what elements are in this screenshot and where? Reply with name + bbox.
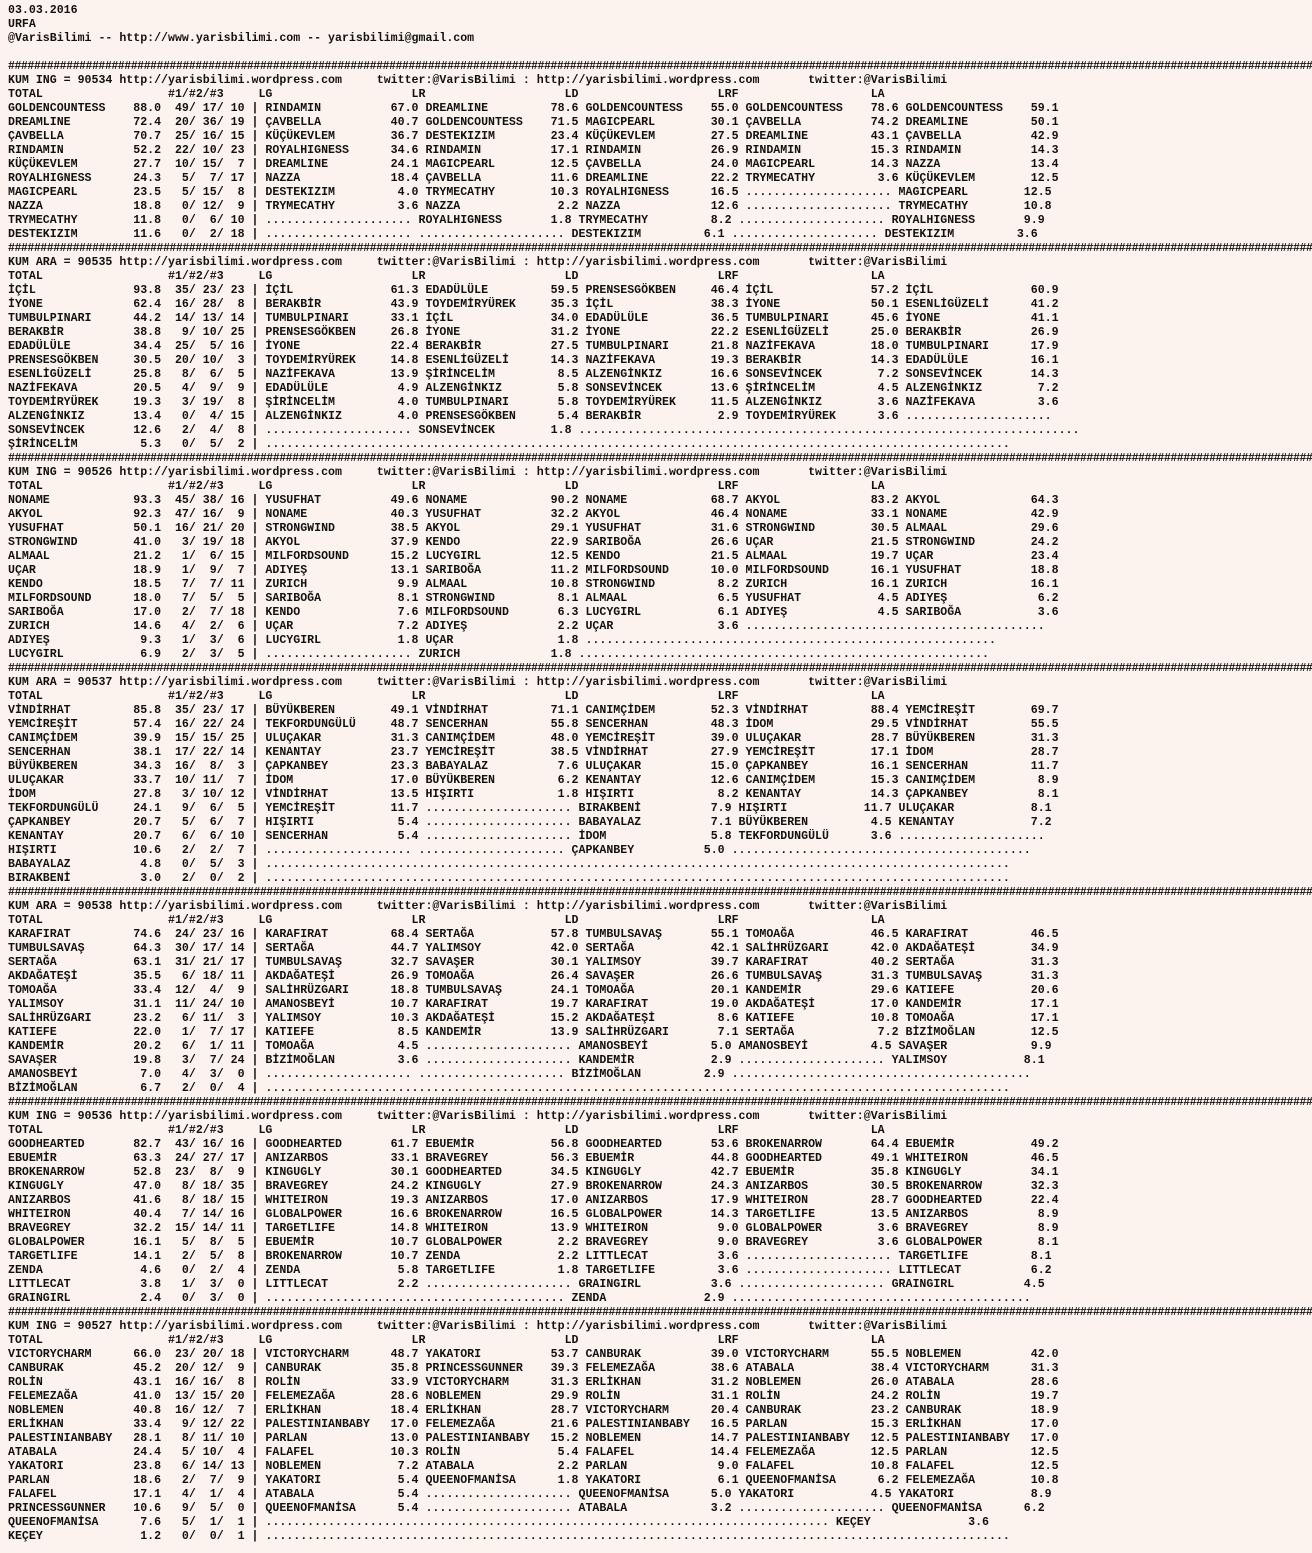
- race-block: [8, 886, 1312, 1096]
- table-row: NAZZA 18.8 0/ 12/ 9 | TRYMECATHY 3.6 NAZZA 2.2 NAZZA 12.6 ..................... TRYMECATHY 10.8: [8, 200, 1052, 213]
- table-row: ZENDA 4.6 0/ 2/ 4 | ZENDA 5.8 TARGETLIFE 1.8 TARGETLIFE 3.6 ..................... LITTLECAT 6.2: [8, 1264, 1052, 1277]
- column-headers: TOTAL #1/#2/#3 LG LR LD LRF LA: [8, 88, 885, 101]
- column-headers: TOTAL #1/#2/#3 LG LR LD LRF LA: [8, 1334, 885, 1347]
- column-headers: TOTAL #1/#2/#3 LG LR LD LRF LA: [8, 1124, 885, 1137]
- table-row: ÇAVBELLA 70.7 25/ 16/ 15 | KÜÇÜKEVLEM 36.7 DESTEKIZIM 23.4 KÜÇÜKEVLEM 27.5 DREAMLINE 43.1 ÇAVBELLA 42.9: [8, 130, 1059, 143]
- table-row: LITTLECAT 3.8 1/ 3/ 0 | LITTLECAT 2.2 ..................... GRAINGIRL 3.6 ..................... GRAINGIRL 4.5: [8, 1278, 1045, 1291]
- race-header: KUM ING = 90527 http://yarisbilimi.wordpress.com twitter:@VarisBilimi : http://yarisbilimi.wordpress.com twitter:@VarisBilimi: [8, 1320, 948, 1333]
- table-row: PALESTINIANBABY 28.1 8/ 11/ 10 | PARLAN 13.0 PALESTINIANBABY 15.2 NOBLEMEN 14.7 PALESTINIANBABY 12.5 PALESTINIANBABY 17.0: [8, 1432, 1059, 1445]
- table-row: İDOM 27.8 3/ 10/ 12 | VİNDİRHAT 13.5 HIŞIRTI 1.8 HIŞIRTI 8.2 KENANTAY 14.3 ÇAPKANBEY 8.1: [8, 788, 1059, 801]
- table-row: KARAFIRAT 74.6 24/ 23/ 16 | KARAFIRAT 68.4 SERTAĞA 57.8 TUMBULSAVAŞ 55.1 TOMOAĞA 46.5 KARAFIRAT 46.5: [8, 928, 1059, 941]
- table-row: YEMCİREŞİT 57.4 16/ 22/ 24 | TEKFORDUNGÜLÜ 48.7 SENCERHAN 55.8 SENCERHAN 48.3 İDOM 29.5 VİNDİRHAT 55.5: [8, 718, 1059, 731]
- table-row: KATIEFE 22.0 1/ 7/ 17 | KATIEFE 8.5 KANDEMİR 13.9 SALİHRÜZGARI 7.1 SERTAĞA 7.2 BİZİMOĞLAN 12.5: [8, 1026, 1059, 1039]
- table-row: VİNDİRHAT 85.8 35/ 23/ 17 | BÜYÜKBEREN 49.1 VİNDİRHAT 71.1 CANIMÇİDEM 52.3 VİNDİRHAT 88.4 YEMCİREŞİT 69.7: [8, 704, 1059, 717]
- race-block: [8, 452, 1312, 662]
- column-headers: TOTAL #1/#2/#3 LG LR LD LRF LA: [8, 690, 885, 703]
- table-row: ADIYEŞ 9.3 1/ 3/ 6 | LUCYGIRL 1.8 UÇAR 1.8 ...........................................................: [8, 634, 996, 647]
- table-row: PARLAN 18.6 2/ 7/ 9 | YAKATORI 5.4 QUEENOFMANİSA 1.8 YAKATORI 6.1 QUEENOFMANİSA 6.2 FELEMEZAĞA 10.8: [8, 1474, 1059, 1487]
- table-row: NAZİFEKAVA 20.5 4/ 9/ 9 | EDADÜLÜLE 4.9 ALZENGİNKIZ 5.8 SONSEVİNCEK 13.6 ŞİRİNCELİM 4.5 ALZENGİNKIZ 7.2: [8, 382, 1059, 395]
- table-row: DESTEKIZIM 11.6 0/ 2/ 18 | ..................... ..................... DESTEKIZIM 6.1 ..................... DESTEKIZIM 3.6: [8, 228, 1038, 241]
- section-separator: ##########################################################################################################################################################################################################: [8, 452, 1312, 465]
- race-header: KUM ING = 90534 http://yarisbilimi.wordpress.com twitter:@VarisBilimi : http://yarisbilimi.wordpress.com twitter:@VarisBilimi: [8, 74, 948, 87]
- table-row: QUEENOFMANİSA 7.6 5/ 1/ 1 | ................................................................................. KEÇEY 3.6: [8, 1516, 989, 1529]
- race-list: [8, 60, 1312, 1544]
- race-header: KUM ARA = 90538 http://yarisbilimi.wordpress.com twitter:@VarisBilimi : http://yarisbilimi.wordpress.com twitter:@VarisBilimi: [8, 900, 948, 913]
- table-row: ÇAPKANBEY 20.7 5/ 6/ 7 | HIŞIRTI 5.4 ..................... BABAYALAZ 7.1 BÜYÜKBEREN 4.5 KENANTAY 7.2: [8, 816, 1052, 829]
- table-row: YUSUFHAT 50.1 16/ 21/ 20 | STRONGWIND 38.5 AKYOL 29.1 YUSUFHAT 31.6 STRONGWIND 30.5 ALMAAL 29.6: [8, 522, 1059, 535]
- table-row: SALİHRÜZGARI 23.2 6/ 11/ 3 | YALIMSOY 10.3 AKDAĞATEŞİ 15.2 AKDAĞATEŞİ 8.6 KATIEFE 10.8 TOMOAĞA 17.1: [8, 1012, 1059, 1025]
- table-row: KINGUGLY 47.0 8/ 18/ 35 | BRAVEGREY 24.2 KINGUGLY 27.9 BROKENARROW 24.3 ANIZARBOS 30.5 BROKENARROW 32.3: [8, 1180, 1059, 1193]
- table-row: BÜYÜKBEREN 34.3 16/ 8/ 3 | ÇAPKANBEY 23.3 BABAYALAZ 7.6 ULUÇAKAR 15.0 ÇAPKANBEY 16.1 SENCERHAN 11.7: [8, 760, 1059, 773]
- table-row: TOMOAĞA 33.4 12/ 4/ 9 | SALİHRÜZGARI 18.8 TUMBULSAVAŞ 24.1 TOMOAĞA 20.1 KANDEMİR 29.6 KATIEFE 20.6: [8, 984, 1059, 997]
- table-row: MILFORDSOUND 18.0 7/ 5/ 5 | SARIBOĞA 8.1 STRONGWIND 8.1 ALMAAL 6.5 YUSUFHAT 4.5 ADIYEŞ 6.2: [8, 592, 1059, 605]
- race-block: [8, 1306, 1312, 1544]
- table-row: TARGETLIFE 14.1 2/ 5/ 8 | BROKENARROW 10.7 ZENDA 2.2 LITTLECAT 3.6 ..................... TARGETLIFE 8.1: [8, 1250, 1052, 1263]
- table-row: BROKENARROW 52.8 23/ 8/ 9 | KINGUGLY 30.1 GOODHEARTED 34.5 KINGUGLY 42.7 EBUEMİR 35.8 KINGUGLY 34.1: [8, 1166, 1059, 1179]
- table-row: KANDEMİR 20.2 6/ 1/ 11 | TOMOAĞA 4.5 ..................... AMANOSBEYİ 5.0 AMANOSBEYİ 4.5 SAVAŞER 9.9: [8, 1040, 1052, 1053]
- table-row: TOYDEMİRYÜREK 19.3 3/ 19/ 8 | ŞİRİNCELİM 4.0 TUMBULPINARI 5.8 TOYDEMİRYÜREK 11.5 ALZENGİNKIZ 3.6 NAZİFEKAVA 3.6: [8, 396, 1059, 409]
- table-row: ZURICH 14.6 4/ 2/ 6 | UÇAR 7.2 ADIYEŞ 2.2 UÇAR 3.6 ...........................................: [8, 620, 1045, 633]
- table-row: İYONE 62.4 16/ 28/ 8 | BERAKBİR 43.9 TOYDEMİRYÜREK 35.3 İÇİL 38.3 İYONE 50.1 ESENLİGÜZELİ 41.2: [8, 298, 1059, 311]
- section-separator: ##########################################################################################################################################################################################################: [8, 242, 1312, 255]
- table-row: BİZİMOĞLAN 6.7 2/ 0/ 4 | ...........................................................................................................: [8, 1082, 1010, 1095]
- section-separator: ##########################################################################################################################################################################################################: [8, 60, 1312, 73]
- column-headers: TOTAL #1/#2/#3 LG LR LD LRF LA: [8, 480, 885, 493]
- table-row: ROLİN 43.1 16/ 16/ 8 | ROLİN 33.9 VICTORYCHARM 31.3 ERLİKHAN 31.2 NOBLEMEN 26.0 ATABALA 28.6: [8, 1376, 1059, 1389]
- table-row: RINDAMIN 52.2 22/ 10/ 23 | ROYALHIGNESS 34.6 RINDAMIN 17.1 RINDAMIN 26.9 RINDAMIN 15.3 RINDAMIN 14.3: [8, 144, 1059, 157]
- race-header: KUM ARA = 90537 http://yarisbilimi.wordpress.com twitter:@VarisBilimi : http://yarisbilimi.wordpress.com twitter:@VarisBilimi: [8, 676, 948, 689]
- table-row: STRONGWIND 41.0 3/ 19/ 18 | AKYOL 37.9 KENDO 22.9 SARIBOĞA 26.6 UÇAR 21.5 STRONGWIND 24.2: [8, 536, 1059, 549]
- table-row: KENDO 18.5 7/ 7/ 11 | ZURICH 9.9 ALMAAL 10.8 STRONGWIND 8.2 ZURICH 16.1 ZURICH 16.1: [8, 578, 1059, 591]
- table-row: TEKFORDUNGÜLÜ 24.1 9/ 6/ 5 | YEMCİREŞİT 11.7 ..................... BIRAKBENİ 7.9 HIŞIRTI 11.7 ULUÇAKAR 8.1: [8, 802, 1052, 815]
- table-row: WHITEIRON 40.4 7/ 14/ 16 | GLOBALPOWER 16.6 BROKENARROW 16.5 GLOBALPOWER 14.3 TARGETLIFE 13.5 ANIZARBOS 8.9: [8, 1208, 1059, 1221]
- table-row: EBUEMİR 63.3 24/ 27/ 17 | ANIZARBOS 33.1 BRAVEGREY 56.3 EBUEMİR 44.8 GOODHEARTED 49.1 WHITEIRON 46.5: [8, 1152, 1059, 1165]
- table-row: YAKATORI 23.8 6/ 14/ 13 | NOBLEMEN 7.2 ATABALA 2.2 PARLAN 9.0 FALAFEL 10.8 FALAFEL 12.5: [8, 1460, 1059, 1473]
- table-row: SENCERHAN 38.1 17/ 22/ 14 | KENANTAY 23.7 YEMCİREŞİT 38.5 VİNDİRHAT 27.9 YEMCİREŞİT 17.1 İDOM 28.7: [8, 746, 1059, 759]
- table-row: ERLİKHAN 33.4 9/ 12/ 22 | PALESTINIANBABY 17.0 FELEMEZAĞA 21.6 PALESTINIANBABY 16.5 PARLAN 15.3 ERLİKHAN 17.0: [8, 1418, 1059, 1431]
- table-row: AKDAĞATEŞİ 35.5 6/ 18/ 11 | AKDAĞATEŞİ 26.9 TOMOAĞA 26.4 SAVAŞER 26.6 TUMBULSAVAŞ 31.3 TUMBULSAVAŞ 31.3: [8, 970, 1059, 983]
- table-row: ULUÇAKAR 33.7 10/ 11/ 7 | İDOM 17.0 BÜYÜKBEREN 6.2 KENANTAY 12.6 CANIMÇİDEM 15.3 CANIMÇİDEM 8.9: [8, 774, 1059, 787]
- table-row: GOODHEARTED 82.7 43/ 16/ 16 | GOODHEARTED 61.7 EBUEMİR 56.8 GOODHEARTED 53.6 BROKENARROW 64.4 EBUEMİR 49.2: [8, 1138, 1059, 1151]
- table-row: İÇİL 93.8 35/ 23/ 23 | İÇİL 61.3 EDADÜLÜLE 59.5 PRENSESGÖKBEN 46.4 İÇİL 57.2 İÇİL 60.9: [8, 284, 1059, 297]
- table-row: TUMBULPINARI 44.2 14/ 13/ 14 | TUMBULPINARI 33.1 İÇİL 34.0 EDADÜLÜLE 36.5 TUMBULPINARI 45.6 İYONE 41.1: [8, 312, 1059, 325]
- table-row: FALAFEL 17.1 4/ 1/ 4 | ATABALA 5.4 ..................... QUEENOFMANİSA 5.0 YAKATORI 4.5 YAKATORI 8.9: [8, 1488, 1052, 1501]
- table-row: KÜÇÜKEVLEM 27.7 10/ 15/ 7 | DREAMLINE 24.1 MAGICPEARL 12.5 ÇAVBELLA 24.0 MAGICPEARL 14.3 NAZZA 13.4: [8, 158, 1059, 171]
- table-row: ALZENGİNKIZ 13.4 0/ 4/ 15 | ALZENGİNKIZ 4.0 PRENSESGÖKBEN 5.4 BERAKBİR 2.9 TOYDEMİRYÜREK 3.6 .....................: [8, 410, 1052, 423]
- table-row: BIRAKBENİ 3.0 2/ 0/ 2 | ...........................................................................................................: [8, 872, 1010, 885]
- table-row: ŞİRİNCELİM 5.3 0/ 5/ 2 | ...........................................................................................................: [8, 438, 1010, 451]
- table-row: BRAVEGREY 32.2 15/ 14/ 11 | TARGETLIFE 14.8 WHITEIRON 13.9 WHITEIRON 9.0 GLOBALPOWER 3.6 BRAVEGREY 8.9: [8, 1222, 1059, 1235]
- table-row: ROYALHIGNESS 24.3 5/ 7/ 17 | NAZZA 18.4 ÇAVBELLA 11.6 DREAMLINE 22.2 TRYMECATHY 3.6 KÜÇÜKEVLEM 12.5: [8, 172, 1059, 185]
- section-separator: ##########################################################################################################################################################################################################: [8, 1096, 1312, 1109]
- table-row: KENANTAY 20.7 6/ 6/ 10 | SENCERHAN 5.4 ..................... İDOM 5.8 TEKFORDUNGÜLÜ 3.6 .....................: [8, 830, 1045, 843]
- table-row: LUCYGIRL 6.9 2/ 3/ 5 | ..................... ZURICH 1.8 ...........................................................: [8, 648, 989, 661]
- table-row: BERAKBİR 38.8 9/ 10/ 25 | PRENSESGÖKBEN 26.8 İYONE 31.2 İYONE 22.2 ESENLİGÜZELİ 25.0 BERAKBİR 26.9: [8, 326, 1059, 339]
- table-row: NONAME 93.3 45/ 38/ 16 | YUSUFHAT 49.6 NONAME 90.2 NONAME 68.7 AKYOL 83.2 AKYOL 64.3: [8, 494, 1059, 507]
- table-row: ANIZARBOS 41.6 8/ 18/ 15 | WHITEIRON 19.3 ANIZARBOS 17.0 ANIZARBOS 17.9 WHITEIRON 28.7 GOODHEARTED 22.4: [8, 1194, 1059, 1207]
- section-separator: ##########################################################################################################################################################################################################: [8, 886, 1312, 899]
- race-header: KUM ARA = 90535 http://yarisbilimi.wordpress.com twitter:@VarisBilimi : http://yarisbilimi.wordpress.com twitter:@VarisBilimi: [8, 256, 948, 269]
- table-row: ATABALA 24.4 5/ 10/ 4 | FALAFEL 10.3 ROLİN 5.4 FALAFEL 14.4 FELEMEZAĞA 12.5 PARLAN 12.5: [8, 1446, 1059, 1459]
- table-row: TUMBULSAVAŞ 64.3 30/ 17/ 14 | SERTAĞA 44.7 YALIMSOY 42.0 SERTAĞA 42.1 SALİHRÜZGARI 42.0 AKDAĞATEŞİ 34.9: [8, 942, 1059, 955]
- table-row: SERTAĞA 63.1 31/ 21/ 17 | TUMBULSAVAŞ 32.7 SAVAŞER 30.1 YALIMSOY 39.7 KARAFIRAT 40.2 SERTAĞA 31.3: [8, 956, 1059, 969]
- document-contact: @VarisBilimi -- http://www.yarisbilimi.com -- yarisbilimi@gmail.com: [8, 32, 475, 45]
- table-row: UÇAR 18.9 1/ 9/ 7 | ADIYEŞ 13.1 SARIBOĞA 11.2 MILFORDSOUND 10.0 MILFORDSOUND 16.1 YUSUFHAT 18.8: [8, 564, 1059, 577]
- race-block: [8, 60, 1312, 242]
- race-block: [8, 662, 1312, 886]
- table-row: ALMAAL 21.2 1/ 6/ 15 | MILFORDSOUND 15.2 LUCYGIRL 12.5 KENDO 21.5 ALMAAL 19.7 UÇAR 23.4: [8, 550, 1059, 563]
- column-headers: TOTAL #1/#2/#3 LG LR LD LRF LA: [8, 270, 885, 283]
- table-row: YALIMSOY 31.1 11/ 24/ 10 | AMANOSBEYİ 10.7 KARAFIRAT 19.7 KARAFIRAT 19.0 AKDAĞATEŞİ 17.0 KANDEMİR 17.1: [8, 998, 1059, 1011]
- table-row: TRYMECATHY 11.8 0/ 6/ 10 | ..................... ROYALHIGNESS 1.8 TRYMECATHY 8.2 ..................... ROYALHIGNESS 9.9: [8, 214, 1045, 227]
- table-row: BABAYALAZ 4.8 0/ 5/ 3 | ...........................................................................................................: [8, 858, 1010, 871]
- table-row: EDADÜLÜLE 34.4 25/ 5/ 16 | İYONE 22.4 BERAKBİR 27.5 TUMBULPINARI 21.8 NAZİFEKAVA 18.0 TUMBULPINARI 17.9: [8, 340, 1059, 353]
- table-row: SAVAŞER 19.8 3/ 7/ 24 | BİZİMOĞLAN 3.6 ..................... KANDEMİR 2.9 ..................... YALIMSOY 8.1: [8, 1054, 1045, 1067]
- blank-line: [8, 46, 1073, 60]
- table-row: PRENSESGÖKBEN 30.5 20/ 10/ 3 | TOYDEMİRYÜREK 14.8 ESENLİGÜZELİ 14.3 NAZİFEKAVA 19.3 BERAKBİR 14.3 EDADÜLÜLE 16.1: [8, 354, 1059, 367]
- table-row: HIŞIRTI 10.6 2/ 2/ 7 | ..................... ..................... ÇAPKANBEY 5.0 ...........................................: [8, 844, 1031, 857]
- column-headers: TOTAL #1/#2/#3 LG LR LD LRF LA: [8, 914, 885, 927]
- table-row: FELEMEZAĞA 41.0 13/ 15/ 20 | FELEMEZAĞA 28.6 NOBLEMEN 29.9 ROLİN 31.1 ROLİN 24.2 ROLİN 19.7: [8, 1390, 1059, 1403]
- race-header: KUM ING = 90536 http://yarisbilimi.wordpress.com twitter:@VarisBilimi : http://yarisbilimi.wordpress.com twitter:@VarisBilimi: [8, 1110, 948, 1123]
- table-row: AKYOL 92.3 47/ 16/ 9 | NONAME 40.3 YUSUFHAT 32.2 AKYOL 46.4 NONAME 33.1 NONAME 42.9: [8, 508, 1059, 521]
- table-row: KEÇEY 1.2 0/ 0/ 1 | ...........................................................................................................: [8, 1530, 1010, 1543]
- table-row: SARIBOĞA 17.0 2/ 7/ 18 | KENDO 7.6 MILFORDSOUND 6.3 LUCYGIRL 6.1 ADIYEŞ 4.5 SARIBOĞA 3.6: [8, 606, 1059, 619]
- table-row: CANBURAK 45.2 20/ 12/ 9 | CANBURAK 35.8 PRINCESSGUNNER 39.3 FELEMEZAĞA 38.6 ATABALA 38.4 VICTORYCHARM 31.3: [8, 1362, 1059, 1375]
- table-row: GOLDENCOUNTESS 88.0 49/ 17/ 10 | RINDAMIN 67.0 DREAMLINE 78.6 GOLDENCOUNTESS 55.0 GOLDENCOUNTESS 78.6 GOLDENCOUNTESS 59.1: [8, 102, 1059, 115]
- race-header: KUM ING = 90526 http://yarisbilimi.wordpress.com twitter:@VarisBilimi : http://yarisbilimi.wordpress.com twitter:@VarisBilimi: [8, 466, 948, 479]
- table-row: CANIMÇİDEM 39.9 15/ 15/ 25 | ULUÇAKAR 31.3 CANIMÇİDEM 48.0 YEMCİREŞİT 39.0 ULUÇAKAR 28.7 BÜYÜKBEREN 31.3: [8, 732, 1059, 745]
- table-row: ESENLİGÜZELİ 25.8 8/ 6/ 5 | NAZİFEKAVA 13.9 ŞİRİNCELİM 8.5 ALZENGİNKIZ 16.6 SONSEVİNCEK 7.2 SONSEVİNCEK 14.3: [8, 368, 1059, 381]
- table-row: DREAMLINE 72.4 20/ 36/ 19 | ÇAVBELLA 40.7 GOLDENCOUNTESS 71.5 MAGICPEARL 30.1 ÇAVBELLA 74.2 DREAMLINE 50.1: [8, 116, 1059, 129]
- document-date: 03.03.2016: [8, 4, 78, 17]
- table-row: VICTORYCHARM 66.0 23/ 20/ 18 | VICTORYCHARM 48.7 YAKATORI 53.7 CANBURAK 39.0 VICTORYCHARM 55.5 NOBLEMEN 42.0: [8, 1348, 1059, 1361]
- table-row: GLOBALPOWER 16.1 5/ 8/ 5 | EBUEMİR 10.7 GLOBALPOWER 2.2 BRAVEGREY 9.0 BRAVEGREY 3.6 GLOBALPOWER 8.1: [8, 1236, 1059, 1249]
- document-city: URFA: [8, 18, 36, 31]
- table-row: MAGICPEARL 23.5 5/ 15/ 8 | DESTEKIZIM 4.0 TRYMECATHY 10.3 ROYALHIGNESS 16.5 ..................... MAGICPEARL 12.5: [8, 186, 1052, 199]
- table-row: NOBLEMEN 40.8 16/ 12/ 7 | ERLİKHAN 18.4 ERLİKHAN 28.7 VICTORYCHARM 20.4 CANBURAK 23.2 CANBURAK 18.9: [8, 1404, 1059, 1417]
- race-block: [8, 242, 1312, 452]
- section-separator: ##########################################################################################################################################################################################################: [8, 1306, 1312, 1319]
- table-row: PRINCESSGUNNER 10.6 9/ 5/ 0 | QUEENOFMANİSA 5.4 ..................... ATABALA 3.2 ..................... QUEENOFMANİSA 6.2: [8, 1502, 1045, 1515]
- table-row: SONSEVİNCEK 12.6 2/ 4/ 8 | ..................... SONSEVİNCEK 1.8 ........................................................................: [8, 424, 1080, 437]
- table-row: GRAINGIRL 2.4 0/ 3/ 0 | ........................................... ZENDA 2.9 ...........................................: [8, 1292, 1031, 1305]
- table-row: AMANOSBEYİ 7.0 4/ 3/ 0 | ..................... ..................... BİZİMOĞLAN 2.9 ...........................................: [8, 1068, 1031, 1081]
- section-separator: ##########################################################################################################################################################################################################: [8, 662, 1312, 675]
- race-block: [8, 1096, 1312, 1306]
